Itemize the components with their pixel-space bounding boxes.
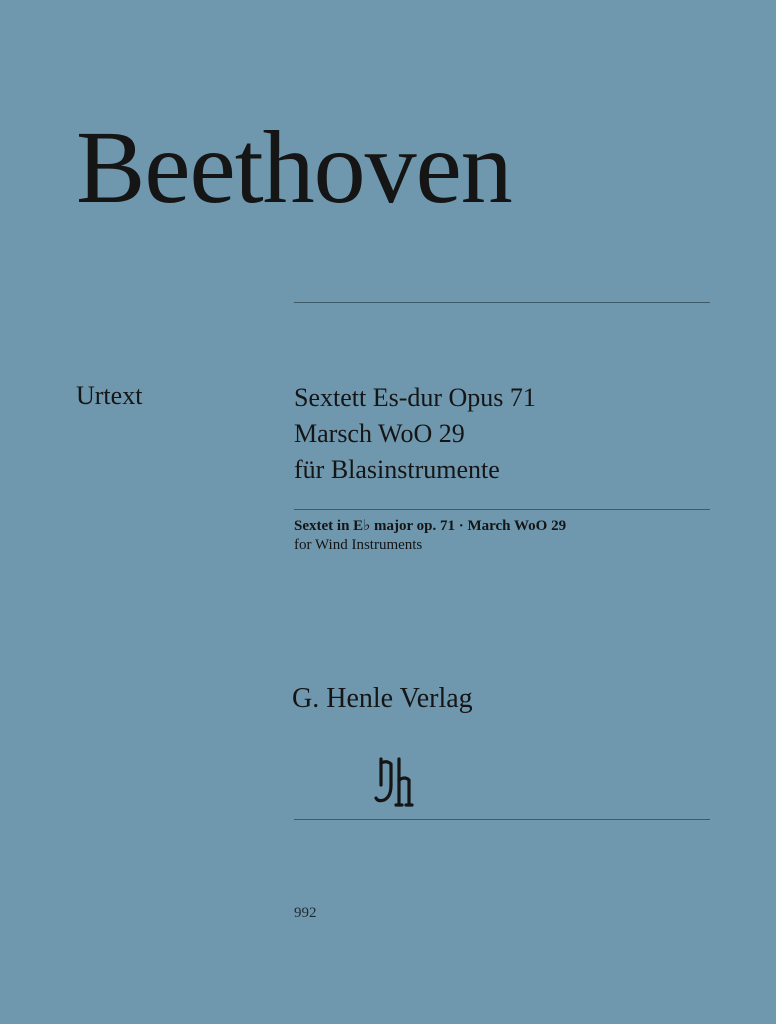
english-title-block [294, 517, 724, 555]
divider-middle [294, 509, 710, 510]
german-title-block [294, 380, 724, 488]
publisher-name: G. Henle Verlag [292, 683, 473, 714]
title-line-march: Marsch WoO 29 [294, 419, 465, 448]
divider-bottom [294, 819, 710, 820]
title-line-sextet: Sextett Es-dur Opus 71 [294, 383, 536, 412]
henle-gh-monogram-icon [372, 754, 416, 810]
edition-type-label: Urtext [76, 381, 143, 410]
divider-top [294, 302, 710, 303]
edition-number: 992 [294, 905, 317, 921]
composer-name: Beethoven [76, 110, 512, 225]
english-title-line: Sextet in E♭ major op. 71 · March WoO 29 [294, 518, 567, 534]
title-line-instrumentation: für Blasinstrumente [294, 455, 500, 484]
english-instrumentation-line: for Wind Instruments [294, 537, 423, 553]
